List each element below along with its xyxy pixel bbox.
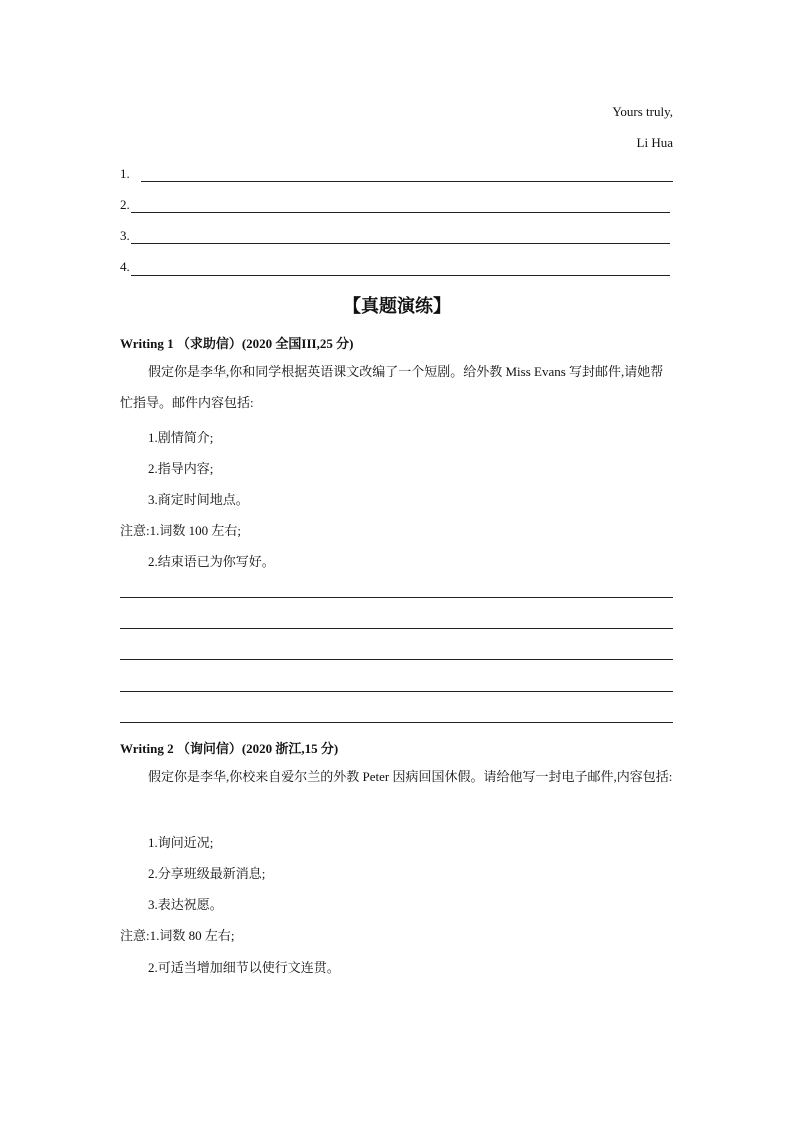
writing2-item: 3.表达祝愿。 — [148, 897, 223, 912]
writing1-note: 注意:1.词数 100 左右; — [120, 523, 241, 538]
writing1-note-2: 2.结束语已为你写好。 — [148, 554, 275, 569]
closing-salutation: Yours truly, — [612, 104, 673, 119]
answer-line-number: 4. — [120, 259, 130, 274]
answer-line[interactable] — [131, 212, 670, 213]
writing2-item: 1.询问近况; — [148, 835, 214, 850]
answer-line-number: 2. — [120, 197, 130, 212]
writing-line[interactable] — [120, 722, 673, 723]
answer-line-number: 1. — [120, 166, 130, 181]
answer-line[interactable] — [141, 181, 673, 182]
writing-line[interactable] — [120, 628, 673, 629]
writing1-item: 1.剧情简介; — [148, 430, 214, 445]
writing1-heading: Writing 1 （求助信）(2020 全国III,25 分) — [120, 336, 354, 351]
writing2-heading: Writing 2 （询问信）(2020 浙江,15 分) — [120, 741, 339, 756]
answer-line[interactable] — [131, 243, 670, 244]
closing-signature: Li Hua — [636, 135, 673, 150]
answer-line[interactable] — [131, 275, 670, 276]
writing-line[interactable] — [120, 691, 673, 692]
section-title: 【真题演练】 — [343, 296, 451, 316]
writing1-prompt: 假定你是李华,你和同学根据英语课文改编了一个短剧。给外教 Miss Evans 写封邮件,请她帮忙指导。邮件内容包括: — [120, 364, 664, 410]
writing1-item: 3.商定时间地点。 — [148, 492, 249, 507]
writing2-prompt: 假定你是李华,你校来自爱尔兰的外教 Peter 因病回国休假。请给他写一封电子邮件,内容包括: — [148, 769, 673, 784]
writing-line[interactable] — [120, 597, 673, 598]
writing1-item: 2.指导内容; — [148, 461, 214, 476]
answer-line-number: 3. — [120, 228, 130, 243]
writing2-item: 2.分享班级最新消息; — [148, 866, 266, 881]
writing-line[interactable] — [120, 659, 673, 660]
writing2-note-2: 2.可适当增加细节以使行文连贯。 — [148, 960, 340, 975]
writing2-note: 注意:1.词数 80 左右; — [120, 928, 235, 943]
